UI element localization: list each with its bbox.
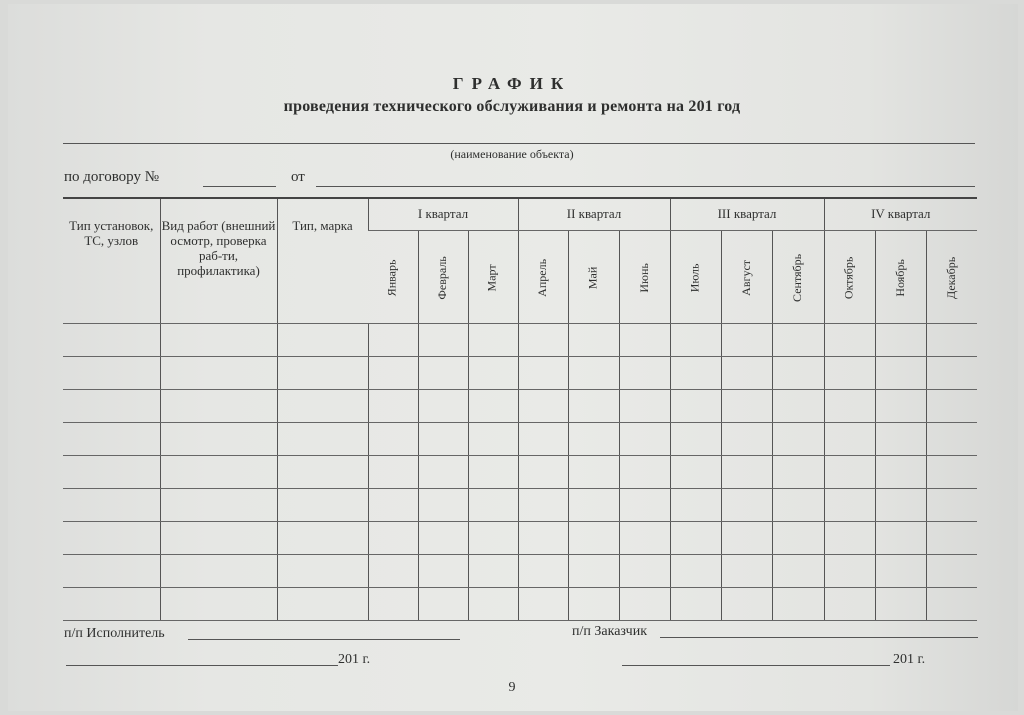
table-cell[interactable] [619,588,670,621]
month-header [518,231,568,324]
month-header [418,231,468,324]
table-cell[interactable] [418,423,468,456]
table-cell[interactable] [772,522,824,555]
table-cell[interactable] [568,390,619,423]
table-cell[interactable] [824,423,875,456]
table-cell[interactable] [670,423,721,456]
table-cell[interactable] [875,489,926,522]
table-cell[interactable] [619,357,670,390]
table-cell[interactable] [368,555,418,588]
customer-year: 201 г. [893,652,926,667]
table-cell[interactable] [824,390,875,423]
table-row [63,522,977,555]
table-cell[interactable] [875,456,926,489]
table-cell[interactable] [926,357,977,390]
table-cell[interactable] [721,588,772,621]
table-cell[interactable] [772,489,824,522]
table-row [63,456,977,489]
month-header [368,231,418,324]
month-label: Июль [687,263,702,292]
executor-label: п/п Исполнитель [64,626,165,641]
table-cell[interactable] [518,522,568,555]
contract-date-label: от [291,169,305,185]
table-cell[interactable] [368,324,418,357]
executor-year: 201 г. [338,652,371,667]
header-quarter-3: III квартал [670,198,824,231]
table-cell[interactable] [418,489,468,522]
table-cell[interactable] [418,324,468,357]
table-cell[interactable] [824,324,875,357]
page-number: 9 [508,680,516,695]
month-header [875,231,926,324]
table-cell[interactable] [63,423,160,456]
table-cell[interactable] [160,522,277,555]
document-title: ГРАФИК [452,74,572,93]
month-label: Январь [384,259,399,296]
month-label: Июнь [636,262,651,293]
table-cell[interactable] [468,456,518,489]
table-cell[interactable] [875,588,926,621]
table-cell[interactable] [619,324,670,357]
table-cell[interactable] [619,423,670,456]
object-name-line [63,143,975,144]
table-cell[interactable] [619,555,670,588]
contract-number-label: по договору № [64,169,160,185]
table-cell[interactable] [670,456,721,489]
table-cell[interactable] [568,324,619,357]
table-cell[interactable] [368,357,418,390]
table-cell[interactable] [63,522,160,555]
table-cell[interactable] [824,555,875,588]
table-cell[interactable] [568,489,619,522]
table-cell[interactable] [63,324,160,357]
table-cell[interactable] [721,390,772,423]
table-cell[interactable] [160,423,277,456]
table-cell[interactable] [368,522,418,555]
table-cell[interactable] [772,588,824,621]
table-cell[interactable] [518,588,568,621]
table-row [63,357,977,390]
customer-date-line [622,665,890,666]
table-cell[interactable] [418,588,468,621]
table-cell[interactable] [772,555,824,588]
table-cell[interactable] [63,555,160,588]
table-cell[interactable] [468,489,518,522]
header-model: Тип, марка [277,198,368,324]
table-cell[interactable] [875,522,926,555]
customer-signature-line [660,637,978,638]
table-cell[interactable] [63,456,160,489]
table-cell[interactable] [772,456,824,489]
month-label: Октябрь [841,256,856,299]
table-cell[interactable] [875,357,926,390]
table-row [63,423,977,456]
table-row [63,588,977,621]
table-cell[interactable] [160,489,277,522]
contract-number-line [203,186,276,187]
table-cell[interactable] [518,324,568,357]
table-cell[interactable] [875,390,926,423]
table-cell[interactable] [824,456,875,489]
table-cell[interactable] [277,324,368,357]
table-cell[interactable] [926,456,977,489]
month-header [721,231,772,324]
table-row [63,324,977,357]
month-header [468,231,518,324]
table-cell[interactable] [277,555,368,588]
table-cell[interactable] [772,423,824,456]
month-label: Апрель [535,258,550,297]
table-cell[interactable] [468,423,518,456]
executor-date-line [66,665,338,666]
table-cell[interactable] [824,588,875,621]
table-cell[interactable] [160,456,277,489]
table-cell[interactable] [670,489,721,522]
header-quarter-1: I квартал [368,198,518,231]
table-cell[interactable] [824,522,875,555]
table-row [63,555,977,588]
table-cell[interactable] [418,390,468,423]
table-cell[interactable] [277,588,368,621]
month-header [824,231,875,324]
object-name-caption: (наименование объекта) [450,147,574,161]
table-cell[interactable] [926,555,977,588]
executor-signature-line [188,639,460,640]
table-cell[interactable] [670,357,721,390]
table-cell[interactable] [518,456,568,489]
table-cell[interactable] [418,357,468,390]
table-cell[interactable] [721,357,772,390]
table-cell[interactable] [568,555,619,588]
table-cell[interactable] [368,423,418,456]
month-label: Декабрь [943,256,958,299]
table-cell[interactable] [63,489,160,522]
month-header [568,231,619,324]
table-cell[interactable] [619,522,670,555]
table-cell[interactable] [160,555,277,588]
table-cell[interactable] [277,522,368,555]
customer-label: п/п Заказчик [572,624,647,639]
month-header [772,231,824,324]
table-cell[interactable] [568,522,619,555]
table-cell[interactable] [468,390,518,423]
table-cell[interactable] [468,324,518,357]
table-cell[interactable] [670,522,721,555]
table-cell[interactable] [772,390,824,423]
table-cell[interactable] [721,324,772,357]
table-cell[interactable] [468,588,518,621]
contract-date-line [316,186,975,187]
table-cell[interactable] [926,423,977,456]
table-cell[interactable] [418,456,468,489]
month-header [619,231,670,324]
month-label: Февраль [435,255,450,300]
table-row [63,390,977,423]
table-cell[interactable] [518,423,568,456]
header-quarter-2: II квартал [518,198,670,231]
table-cell[interactable] [926,390,977,423]
table-cell[interactable] [824,489,875,522]
table-cell[interactable] [619,456,670,489]
table-cell[interactable] [368,456,418,489]
table-cell[interactable] [63,390,160,423]
table-cell[interactable] [772,357,824,390]
table-cell[interactable] [368,390,418,423]
table-cell[interactable] [418,555,468,588]
table-cell[interactable] [670,588,721,621]
table-cell[interactable] [160,588,277,621]
month-label: Ноябрь [892,258,907,297]
table-row [63,489,977,522]
table-cell[interactable] [568,423,619,456]
header-installation-type: Тип установок, ТС, узлов [63,198,160,324]
table-cell[interactable] [619,390,670,423]
table-cell[interactable] [926,489,977,522]
table-cell[interactable] [568,456,619,489]
month-label: Сентябрь [790,253,805,302]
table-cell[interactable] [368,588,418,621]
maintenance-schedule-table [63,197,977,621]
table-cell[interactable] [368,489,418,522]
table-cell[interactable] [670,390,721,423]
table-cell[interactable] [721,555,772,588]
table-cell[interactable] [63,357,160,390]
table-cell[interactable] [518,489,568,522]
month-header [926,231,977,324]
table-cell[interactable] [926,324,977,357]
table-cell[interactable] [619,489,670,522]
table-cell[interactable] [277,357,368,390]
table-cell[interactable] [926,522,977,555]
month-label: Март [485,263,500,292]
table-cell[interactable] [468,555,518,588]
table-cell[interactable] [721,456,772,489]
table-cell[interactable] [875,555,926,588]
month-header [670,231,721,324]
table-cell[interactable] [772,324,824,357]
month-label: Май [585,266,600,289]
header-work-type: Вид работ (внешний осмотр, проверка раб-ти, профилактика) [160,198,277,324]
table-cell[interactable] [568,588,619,621]
month-label: Август [738,259,753,296]
table-cell[interactable] [277,390,368,423]
table-cell[interactable] [277,489,368,522]
table-cell[interactable] [160,390,277,423]
header-quarter-4: IV квартал [824,198,977,231]
table-cell[interactable] [63,588,160,621]
table-cell[interactable] [721,423,772,456]
table-cell[interactable] [875,324,926,357]
table-cell[interactable] [721,522,772,555]
table-cell[interactable] [670,324,721,357]
table-cell[interactable] [160,324,277,357]
table-cell[interactable] [670,555,721,588]
table-cell[interactable] [875,423,926,456]
document-subtitle: проведения технического обслуживания и ремонта на 201 год [283,98,741,115]
table-cell[interactable] [277,423,368,456]
table-cell[interactable] [468,357,518,390]
table-cell[interactable] [418,522,468,555]
table-cell[interactable] [518,390,568,423]
table-cell[interactable] [721,489,772,522]
table-cell[interactable] [518,555,568,588]
table-cell[interactable] [160,357,277,390]
table-cell[interactable] [468,522,518,555]
table-cell[interactable] [518,357,568,390]
table-cell[interactable] [926,588,977,621]
table-cell[interactable] [568,357,619,390]
table-cell[interactable] [277,456,368,489]
table-cell[interactable] [824,357,875,390]
